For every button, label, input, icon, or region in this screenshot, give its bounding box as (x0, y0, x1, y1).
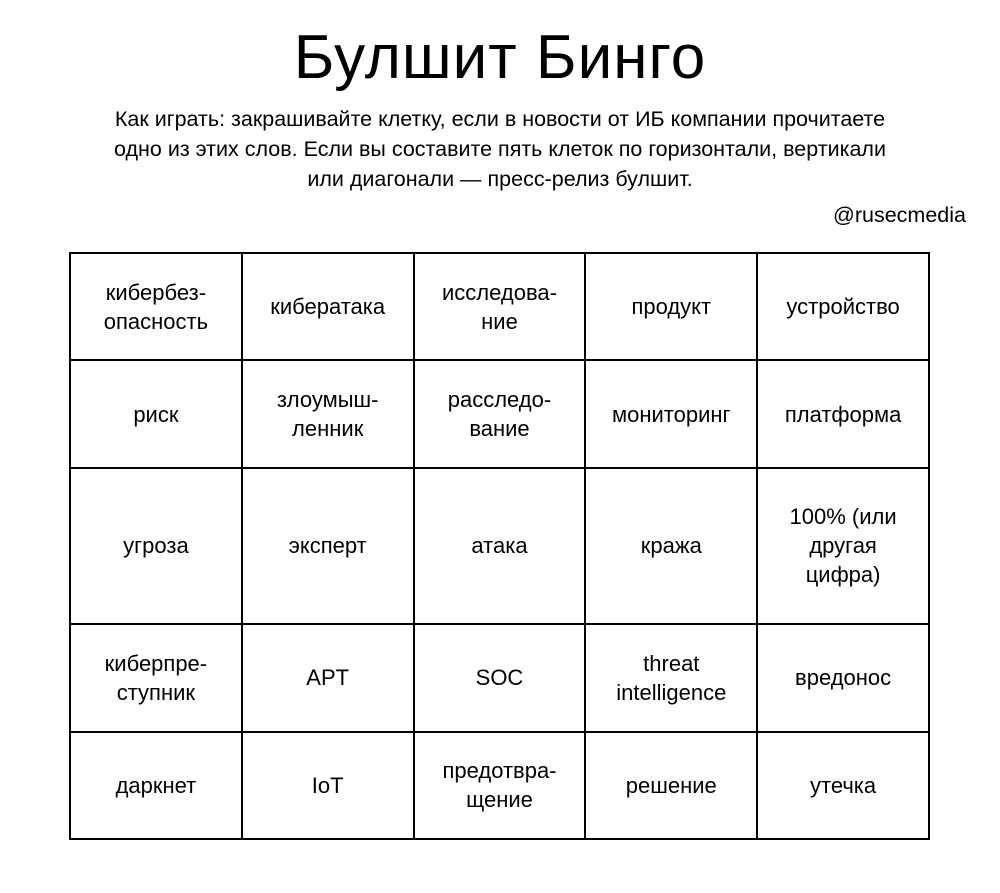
rules-text (30, 104, 970, 194)
bingo-cell[interactable]: вредонос (757, 624, 929, 731)
bingo-cell[interactable]: предотвра- щение (414, 732, 586, 840)
bingo-cell[interactable]: злоумыш- ленник (242, 360, 414, 467)
bingo-cell[interactable]: 100% (или другая цифра) (757, 468, 929, 624)
bingo-cell[interactable]: расследо- вание (414, 360, 586, 467)
bingo-cell[interactable]: threat intelligence (585, 624, 757, 731)
bingo-row (70, 360, 929, 467)
bingo-cell[interactable]: эксперт (242, 468, 414, 624)
bingo-cell[interactable]: платформа (757, 360, 929, 467)
rules-line: одно из этих слов. Если вы составите пять клеток по горизонтали, вертикали (113, 137, 886, 161)
bingo-cell[interactable]: SOC (414, 624, 586, 731)
bingo-cell[interactable]: даркнет (70, 732, 242, 840)
bingo-row (70, 468, 929, 624)
author-handle: @rusecmedia (833, 203, 966, 227)
bingo-cell[interactable]: продукт (585, 253, 757, 360)
bingo-cell[interactable]: кибербез- опасность (70, 253, 242, 360)
bingo-cell[interactable]: APT (242, 624, 414, 731)
bingo-cell[interactable]: устройство (757, 253, 929, 360)
bingo-cell[interactable]: мониторинг (585, 360, 757, 467)
bingo-cell[interactable]: утечка (757, 732, 929, 840)
rules-line: Как играть: закрашивайте клетку, если в новости от ИБ компании прочитаете (114, 107, 886, 131)
bingo-row (70, 624, 929, 731)
bingo-cell[interactable]: кибератака (242, 253, 414, 360)
rules-line: или диагонали — пресс-релиз булшит. (307, 167, 693, 191)
bingo-row (70, 253, 929, 360)
bingo-cell[interactable]: риск (70, 360, 242, 467)
page-title: Булшит Бинго (293, 23, 707, 92)
bingo-cell[interactable]: кража (585, 468, 757, 624)
bingo-cell[interactable]: угроза (70, 468, 242, 624)
bingo-cell[interactable]: исследова- ние (414, 253, 586, 360)
bingo-cell[interactable]: киберпре- ступник (70, 624, 242, 731)
bingo-row (70, 732, 929, 840)
bingo-cell[interactable]: решение (585, 732, 757, 840)
bingo-cell[interactable]: атака (414, 468, 586, 624)
bingo-cell[interactable]: IoT (242, 732, 414, 840)
bingo-grid (69, 252, 930, 840)
